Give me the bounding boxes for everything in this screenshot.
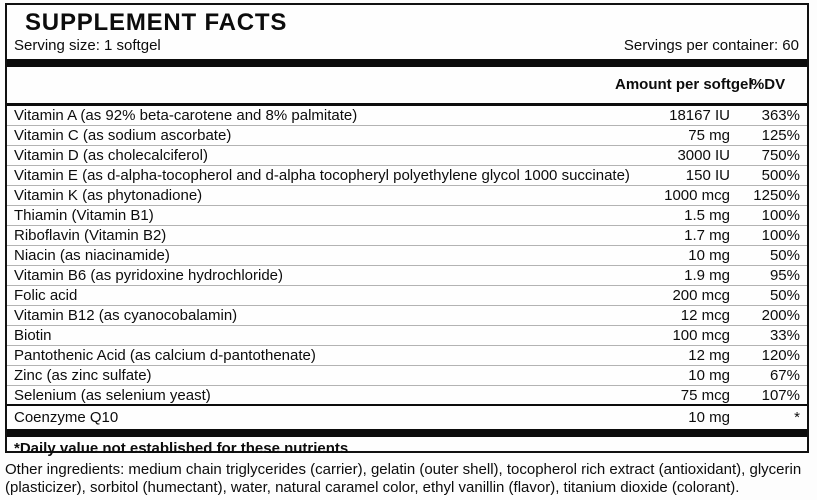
nutrient-row [7, 226, 807, 246]
nutrient-rows [7, 106, 807, 406]
nutrient-row [7, 146, 807, 166]
divider-thick-bottom [7, 429, 807, 437]
nutrient-dv: 67% [769, 367, 800, 384]
nutrient-dv: 50% [769, 247, 800, 264]
nutrient-amount: 75 mg [688, 127, 730, 144]
nutrient-dv: 500% [761, 167, 800, 184]
nutrient-row [7, 206, 807, 226]
nutrient-dv: 107% [761, 386, 800, 404]
column-header-amount: Amount per softgel [615, 76, 753, 93]
nutrient-name: Vitamin B6 (as pyridoxine hydrochloride) [14, 267, 284, 284]
nutrient-name: Riboflavin (Vitamin B2) [14, 227, 167, 244]
other-ingredients: Other ingredients: medium chain triglycerides (carrier), gelatin (outer shell), tocopherol rich extract (antioxidant), glycerin (plasticizer), sorbitol (humectant), water, natural caramel color, ethyl vanillin (flavor), titanium dioxide (colorant). [5, 461, 802, 496]
nutrient-dv: 50% [769, 287, 800, 304]
nutrient-amount: 1.5 mg [684, 207, 730, 224]
divider-thick-top [7, 59, 807, 67]
panel-title: SUPPLEMENT FACTS [25, 9, 288, 36]
nutrient-name: Zinc (as zinc sulfate) [14, 367, 152, 384]
nutrient-name: Thiamin (Vitamin B1) [14, 207, 154, 224]
nutrient-name: Vitamin E (as d-alpha-tocopherol and d-alpha tocopheryl polyethylene glycol 1000 succinate) [14, 167, 630, 184]
column-header-row [7, 67, 807, 103]
dv-footnote: *Daily value not established for these nutrients [14, 440, 349, 457]
nutrient-row [7, 306, 807, 326]
nutrient-dv: 200% [761, 307, 800, 324]
nutrient-amount: 100 mcg [672, 327, 730, 344]
nutrient-amount: 10 mg [688, 409, 730, 426]
nutrient-amount: 1.7 mg [684, 227, 730, 244]
column-header-dv: %DV [750, 76, 786, 93]
nutrient-dv: 125% [761, 127, 800, 144]
nutrient-dv: 100% [761, 227, 800, 244]
nutrient-amount: 150 IU [685, 167, 730, 184]
servings-per-container-text: Servings per container: 60 [623, 37, 799, 54]
nutrient-row [7, 326, 807, 346]
nutrient-amount: 75 mcg [680, 386, 730, 404]
nutrient-name: Biotin [14, 327, 52, 344]
serving-size-text: Serving size: 1 softgel [14, 37, 161, 54]
nutrient-amount: 1000 mcg [664, 187, 730, 204]
nutrient-name: Vitamin C (as sodium ascorbate) [14, 127, 232, 144]
nutrient-amount: 10 mg [688, 367, 730, 384]
nutrient-name: Niacin (as niacinamide) [14, 247, 170, 264]
nutrient-dv: 95% [769, 267, 800, 284]
nutrient-row [7, 186, 807, 206]
nutrient-amount: 18167 IU [669, 107, 730, 124]
nutrient-amount: 12 mg [688, 347, 730, 364]
nutrient-amount: 3000 IU [677, 147, 730, 164]
nutrient-name: Folic acid [14, 287, 78, 304]
supplement-facts-panel [5, 3, 809, 457]
nutrient-amount: 10 mg [688, 247, 730, 264]
nutrient-row [7, 266, 807, 286]
nutrient-dv: 1250% [753, 187, 800, 204]
nutrient-name: Vitamin A (as 92% beta-carotene and 8% palmitate) [14, 107, 358, 124]
nutrient-dv: 363% [761, 107, 800, 124]
nutrient-row [7, 166, 807, 186]
nutrient-dv: 100% [761, 207, 800, 224]
nutrient-row [7, 106, 807, 126]
nutrient-dv: 33% [769, 327, 800, 344]
nutrient-dv: 750% [761, 147, 800, 164]
nutrient-amount: 12 mcg [680, 307, 730, 324]
nutrient-name: Vitamin B12 (as cyanocobalamin) [14, 307, 238, 324]
nutrient-row [7, 246, 807, 266]
nutrient-name: Selenium (as selenium yeast) [14, 386, 211, 404]
nutrient-name: Vitamin D (as cholecalciferol) [14, 147, 208, 164]
nutrient-dv: 120% [761, 347, 800, 364]
nutrient-name: Coenzyme Q10 [14, 409, 119, 426]
nutrient-row [7, 126, 807, 146]
nutrient-amount: 1.9 mg [684, 267, 730, 284]
nutrient-row [7, 386, 807, 406]
nutrient-name: Vitamin K (as phytonadione) [14, 187, 203, 204]
nutrient-amount: 200 mcg [672, 287, 730, 304]
serving-info-row [7, 36, 807, 59]
nutrient-dv: * [794, 409, 800, 426]
nutrient-row [7, 346, 807, 366]
nutrient-row [7, 366, 807, 386]
nutrient-row-coenzyme-q10 [7, 406, 807, 429]
nutrient-row [7, 286, 807, 306]
nutrient-name: Pantothenic Acid (as calcium d-pantothenate) [14, 347, 316, 364]
